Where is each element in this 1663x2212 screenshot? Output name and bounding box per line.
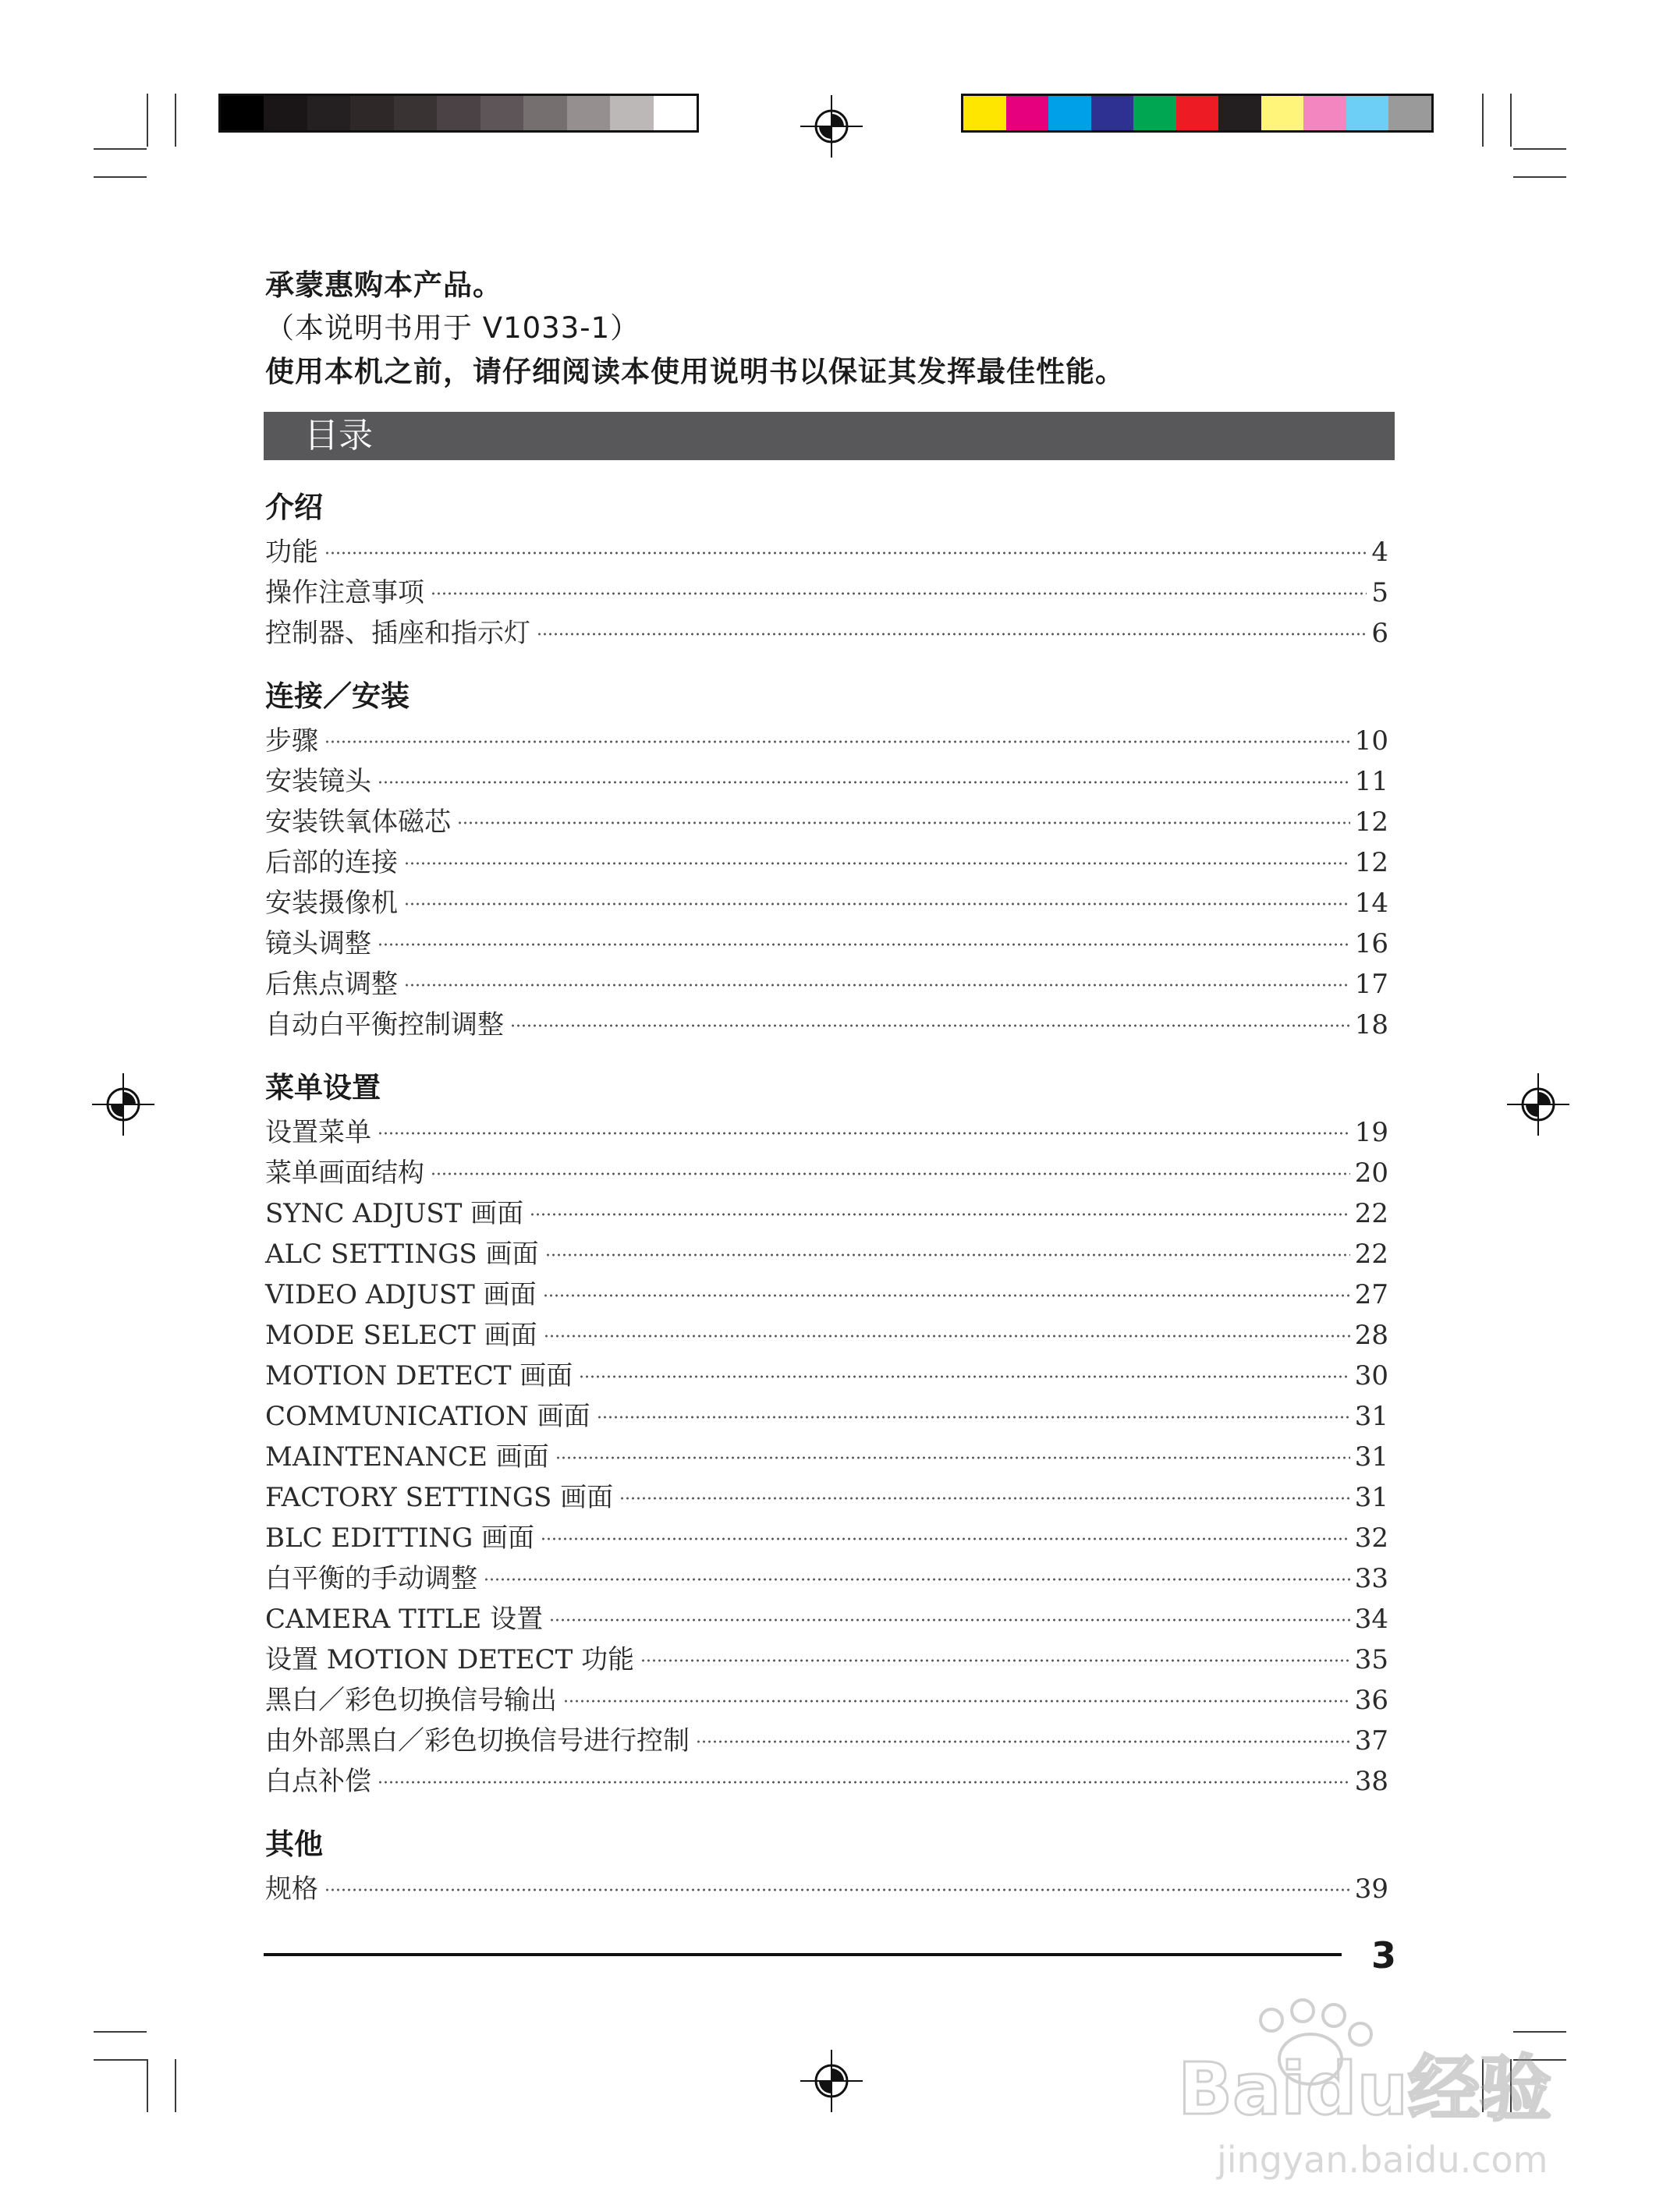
- toc-entry-page: 36: [1354, 1685, 1388, 1716]
- toc-entry-page: 31: [1354, 1441, 1388, 1473]
- crop-mark: [1482, 94, 1484, 147]
- toc-entry[interactable]: [265, 1273, 1388, 1310]
- toc-entry-page: 5: [1371, 577, 1388, 608]
- toc-entry[interactable]: [265, 1435, 1388, 1473]
- toc-entry-label: MOTION DETECT 画面: [265, 1360, 573, 1391]
- color-patch: [1133, 96, 1176, 130]
- toc-entry-page: 20: [1354, 1157, 1388, 1189]
- registration-mark-icon: [1507, 1073, 1569, 1136]
- watermark-url: jingyan.baidu.com: [1217, 2139, 1548, 2181]
- toc-entry[interactable]: [265, 571, 1388, 608]
- crop-mark: [147, 94, 148, 147]
- toc-entry-label: 白平衡的手动调整: [265, 1563, 477, 1594]
- footer-rule: [264, 1953, 1342, 1956]
- toc-entry[interactable]: [265, 922, 1388, 959]
- toc-entry-page: 12: [1354, 847, 1388, 878]
- toc-entry-page: 4: [1371, 537, 1388, 568]
- toc-entry[interactable]: [265, 719, 1388, 757]
- toc-section-title: 介绍: [265, 491, 323, 524]
- color-patch: [1176, 96, 1219, 130]
- dot-leader: [324, 551, 1367, 555]
- toc-entry-page: 19: [1354, 1117, 1388, 1148]
- color-patch: [1006, 96, 1049, 130]
- toc-entry-label: COMMUNICATION 画面: [265, 1401, 590, 1432]
- toc-entry-label: 规格: [265, 1873, 318, 1905]
- color-patch: [1261, 96, 1304, 130]
- color-patch: [437, 96, 480, 130]
- dot-leader: [696, 1739, 1350, 1744]
- toc-entry-page: 22: [1354, 1239, 1388, 1270]
- color-patch: [264, 96, 307, 130]
- toc-entry-label: 后焦点调整: [265, 969, 398, 1000]
- color-patch: [1346, 96, 1389, 130]
- dot-leader: [537, 632, 1367, 636]
- toc-entry[interactable]: [265, 1354, 1388, 1391]
- color-patch: [350, 96, 393, 130]
- toc-entry-page: 39: [1354, 1873, 1388, 1905]
- dot-leader: [563, 1699, 1350, 1703]
- toc-entry[interactable]: [265, 1476, 1388, 1513]
- watermark-brand: Baidu经验: [1178, 2047, 1552, 2131]
- toc-entry-page: 37: [1354, 1725, 1388, 1756]
- dot-leader: [619, 1496, 1350, 1501]
- toc-entry-label: VIDEO ADJUST 画面: [265, 1279, 537, 1310]
- toc-entry[interactable]: [265, 1678, 1388, 1716]
- toc-entry-label: 由外部黑白／彩色切换信号进行控制: [265, 1725, 690, 1756]
- toc-entry[interactable]: [265, 1232, 1388, 1270]
- color-patch: [610, 96, 653, 130]
- dot-leader: [457, 821, 1350, 825]
- toc-entry-label: 功能: [265, 537, 318, 568]
- crop-mark: [147, 2059, 148, 2112]
- toc-entry-page: 31: [1354, 1482, 1388, 1513]
- toc-entry-page: 11: [1354, 766, 1388, 797]
- toc-entry[interactable]: [265, 1719, 1388, 1756]
- color-patch: [307, 96, 350, 130]
- toc-entry-label: 步骤: [265, 725, 318, 757]
- toc-entry-label: 操作注意事项: [265, 577, 424, 608]
- baidu-jingyan-watermark: [1170, 1997, 1576, 2184]
- toc-entry-label: SYNC ADJUST 画面: [265, 1198, 524, 1229]
- toc-entry-label: CAMERA TITLE 设置: [265, 1604, 544, 1635]
- toc-entry-page: 34: [1354, 1604, 1388, 1635]
- dot-leader: [378, 942, 1350, 947]
- toc-entry-page: 33: [1354, 1563, 1388, 1594]
- toc-section-title: 菜单设置: [265, 1071, 381, 1104]
- intro-model-note: （本说明书用于 V1033-1）: [265, 311, 640, 345]
- toc-entry[interactable]: [265, 1597, 1388, 1635]
- dot-leader: [484, 1577, 1350, 1582]
- color-patch: [221, 96, 264, 130]
- dot-leader: [510, 1023, 1350, 1028]
- color-patch: [523, 96, 566, 130]
- toc-entry-label: 镜头调整: [265, 928, 371, 959]
- toc-entry-page: 22: [1354, 1198, 1388, 1229]
- dot-leader: [431, 591, 1367, 596]
- registration-mark-icon: [800, 95, 863, 158]
- toc-entry[interactable]: [265, 1111, 1388, 1148]
- color-patch: [567, 96, 610, 130]
- grayscale-bar: [218, 94, 699, 133]
- toc-entry[interactable]: [265, 800, 1388, 838]
- toc-entry[interactable]: [265, 881, 1388, 919]
- toc-entry-label: 设置 MOTION DETECT 功能: [265, 1644, 635, 1675]
- dot-leader: [431, 1172, 1350, 1176]
- toc-entry[interactable]: [265, 1395, 1388, 1432]
- toc-entry[interactable]: [265, 1638, 1388, 1675]
- dot-leader: [530, 1212, 1350, 1217]
- dot-leader: [404, 861, 1350, 866]
- dot-leader: [378, 1780, 1350, 1785]
- color-patch: [963, 96, 1006, 130]
- dot-leader: [324, 1888, 1350, 1892]
- toc-entry-label: 自动白平衡控制调整: [265, 1009, 504, 1040]
- page-number: 3: [1371, 1934, 1397, 1976]
- toc-entry-label: 安装镜头: [265, 766, 371, 797]
- crop-mark: [94, 148, 147, 150]
- toc-entry[interactable]: [265, 1003, 1388, 1040]
- toc-entry[interactable]: [265, 962, 1388, 1000]
- crop-mark: [175, 94, 176, 147]
- toc-entry-label: MODE SELECT 画面: [265, 1320, 537, 1351]
- registration-mark-icon: [92, 1073, 154, 1136]
- dot-leader: [545, 1253, 1350, 1257]
- toc-entry-page: 31: [1354, 1401, 1388, 1432]
- toc-entry-page: 10: [1354, 725, 1388, 757]
- crop-mark: [175, 2059, 176, 2112]
- toc-entry-label: FACTORY SETTINGS 画面: [265, 1482, 614, 1513]
- color-patch: [1218, 96, 1261, 130]
- toc-section-title: 连接／安装: [265, 679, 410, 713]
- toc-entry-page: 27: [1354, 1279, 1388, 1310]
- dot-leader: [543, 1293, 1350, 1298]
- color-patch: [1388, 96, 1431, 130]
- toc-entry-page: 35: [1354, 1644, 1388, 1675]
- toc-entry-label: 设置菜单: [265, 1117, 371, 1148]
- crop-mark: [94, 2031, 147, 2033]
- toc-entry-page: 14: [1354, 888, 1388, 919]
- color-patch: [480, 96, 523, 130]
- toc-entry-page: 12: [1354, 806, 1388, 838]
- toc-entry[interactable]: [265, 1313, 1388, 1351]
- toc-entry[interactable]: [265, 1557, 1388, 1594]
- dot-leader: [579, 1374, 1349, 1379]
- toc-entry-label: BLC EDITTING 画面: [265, 1523, 535, 1554]
- toc-entry-label: ALC SETTINGS 画面: [265, 1239, 539, 1270]
- toc-entry-label: 安装摄像机: [265, 888, 398, 919]
- color-patch: [654, 96, 697, 130]
- toc-entry-label: 控制器、插座和指示灯: [265, 618, 530, 649]
- toc-entry-label: 白点补偿: [265, 1766, 371, 1797]
- dot-leader: [555, 1455, 1350, 1460]
- toc-entry[interactable]: [265, 760, 1388, 797]
- toc-entry[interactable]: [265, 1192, 1388, 1229]
- crop-mark: [94, 176, 147, 178]
- toc-heading: 目录: [264, 412, 1395, 460]
- registration-mark-icon: [800, 2050, 863, 2112]
- crop-mark: [1513, 176, 1566, 178]
- toc-section-title: 其他: [265, 1827, 323, 1861]
- dot-leader: [549, 1618, 1350, 1622]
- color-patch: [394, 96, 437, 130]
- toc-entry[interactable]: [265, 611, 1388, 649]
- dot-leader: [404, 902, 1350, 906]
- intro-thanks: 承蒙惠购本产品。: [265, 268, 502, 302]
- color-patch: [1303, 96, 1346, 130]
- color-patch: [1048, 96, 1091, 130]
- toc-entry-label: 菜单画面结构: [265, 1157, 424, 1189]
- toc-entry-page: 17: [1354, 969, 1388, 1000]
- dot-leader: [378, 780, 1350, 785]
- toc-entry-label: 后部的连接: [265, 847, 398, 878]
- dot-leader: [404, 983, 1350, 987]
- color-bar: [961, 94, 1434, 133]
- crop-mark: [1513, 148, 1566, 150]
- dot-leader: [378, 1131, 1350, 1136]
- dot-leader: [324, 739, 1350, 744]
- dot-leader: [640, 1658, 1350, 1663]
- toc-entry[interactable]: [265, 1867, 1388, 1905]
- toc-entry[interactable]: [265, 530, 1388, 568]
- toc-entry[interactable]: [265, 841, 1388, 878]
- toc-entry[interactable]: [265, 1516, 1388, 1554]
- toc-entry-page: 32: [1354, 1523, 1388, 1554]
- toc-entry-label: MAINTENANCE 画面: [265, 1441, 549, 1473]
- dot-leader: [597, 1415, 1350, 1420]
- toc-entry[interactable]: [265, 1151, 1388, 1189]
- toc-entry-page: 38: [1354, 1766, 1388, 1797]
- crop-mark: [94, 2059, 147, 2061]
- toc-entry-label: 安装铁氧体磁芯: [265, 806, 451, 838]
- crop-mark: [1510, 94, 1512, 147]
- intro-read-manual: 使用本机之前，请仔细阅读本使用说明书以保证其发挥最佳性能。: [265, 355, 1125, 388]
- toc-entry-page: 18: [1354, 1009, 1388, 1040]
- toc-entry[interactable]: [265, 1760, 1388, 1797]
- dot-leader: [544, 1334, 1350, 1338]
- toc-entry-page: 30: [1354, 1360, 1388, 1391]
- dot-leader: [541, 1537, 1350, 1541]
- color-patch: [1091, 96, 1134, 130]
- toc-entry-page: 16: [1354, 928, 1388, 959]
- toc-entry-label: 黑白／彩色切换信号输出: [265, 1685, 557, 1716]
- toc-entry-page: 28: [1354, 1320, 1388, 1351]
- toc-entry-page: 6: [1371, 618, 1388, 649]
